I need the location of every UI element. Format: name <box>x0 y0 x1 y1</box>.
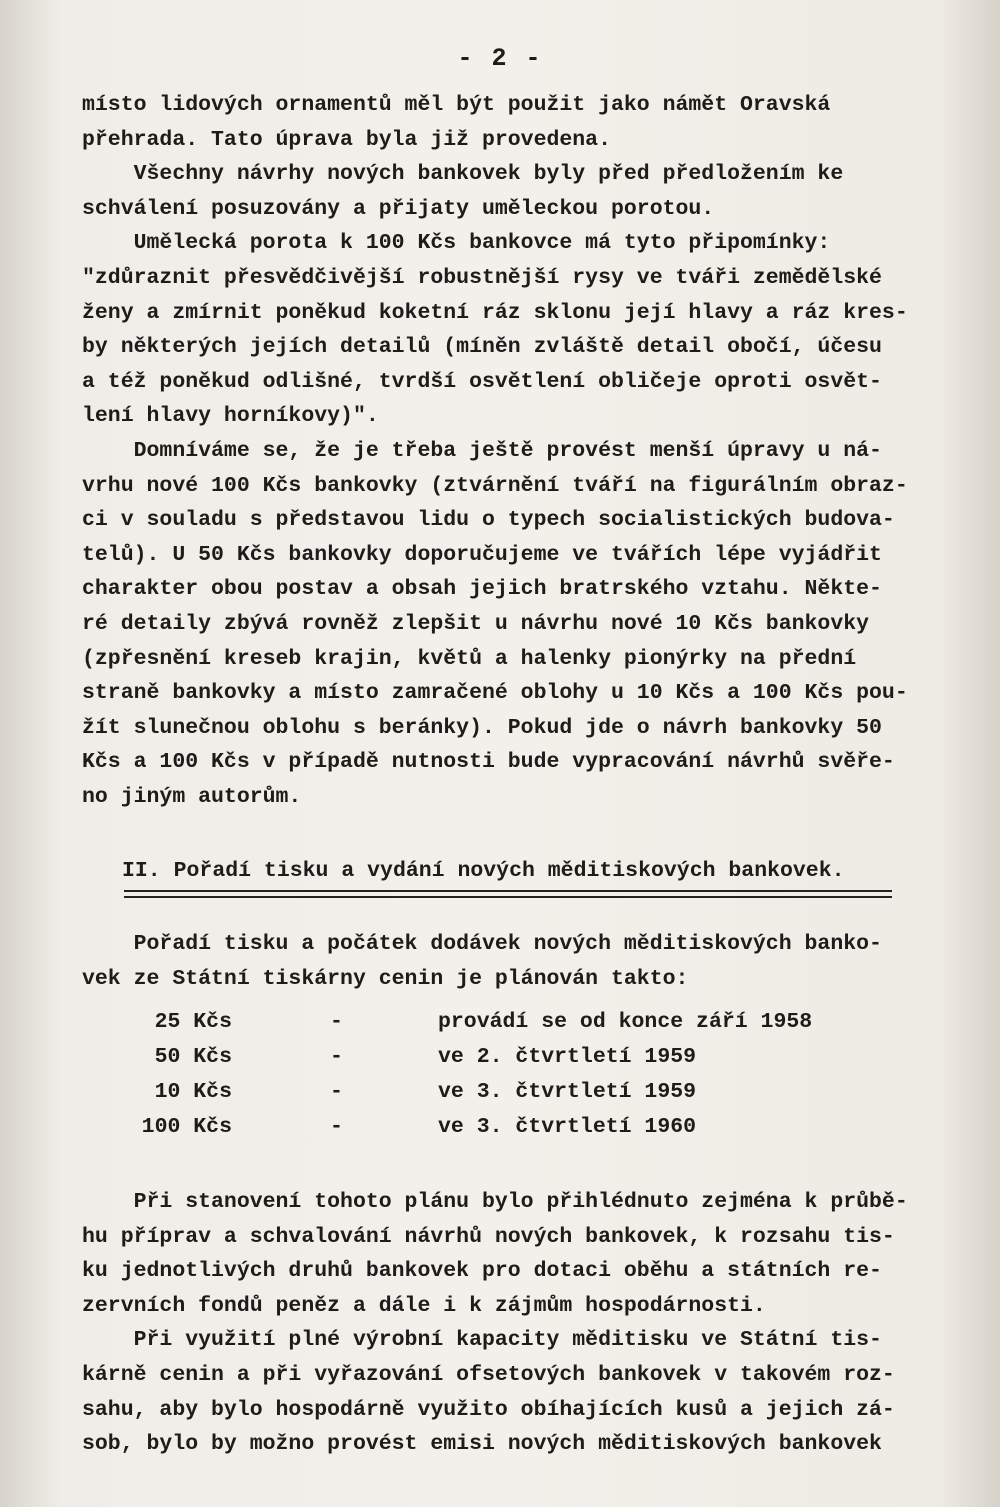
text-line: by některých jejích detailů (míněn zvláště detail obočí, účesu <box>82 335 882 360</box>
schedule-dash: - <box>330 1045 343 1069</box>
section-heading: II. Pořadí tisku a vydání nových měditiskových bankovek. <box>122 859 845 883</box>
text-line: Umělecká porota k 100 Kčs bankovce má tyto připomínky: <box>82 231 831 256</box>
schedule-amount: 25 Kčs <box>154 1010 232 1034</box>
schedule-amount: 10 Kčs <box>154 1080 232 1104</box>
text-line: místo lidových ornamentů měl být použit jako námět Oravská <box>82 93 831 117</box>
schedule-when: ve 2. čtvrtletí 1959 <box>438 1045 697 1069</box>
print-schedule <box>0 1010 1000 1150</box>
text-line: Všechny návrhy nových bankovek byly před předložením ke <box>82 162 844 187</box>
text-line: "zdůraznit přesvědčivější robustnější rysy ve tváři zemědělské <box>82 265 882 290</box>
schedule-row <box>0 1115 1000 1150</box>
schedule-row <box>0 1010 1000 1045</box>
heading-underline <box>124 890 892 892</box>
text-line: straně bankovky a místo zamračené oblohy u 10 Kčs a 100 Kčs pou- <box>82 681 908 706</box>
schedule-amount: 100 Kčs <box>141 1115 232 1139</box>
text-line: telů). U 50 Kčs bankovky doporučujeme ve tvářích lépe vyjádřit <box>82 542 882 567</box>
text-line: lení hlavy horníkovy)". <box>82 404 379 429</box>
intro-text-block <box>82 927 962 996</box>
schedule-row <box>0 1045 1000 1080</box>
text-line: ženy a zmírnit poněkud koketní ráz sklonu její hlavy a ráz kres- <box>82 300 908 325</box>
schedule-when: ve 3. čtvrtletí 1959 <box>438 1080 697 1104</box>
schedule-dash: - <box>330 1010 343 1034</box>
text-line: charakter obou postav a obsah jejich bratrského vztahu. Někte- <box>82 577 882 602</box>
top-text-block <box>82 88 962 814</box>
text-line: přehrada. Tato úprava byla již provedena. <box>82 127 611 152</box>
text-line: hu příprav a schvalování návrhů nových bankovek, k rozsahu tis- <box>82 1224 895 1249</box>
text-line: Pořadí tisku a počátek dodávek nových měditiskových banko- <box>82 932 882 956</box>
text-line: no jiným autorům. <box>82 784 302 809</box>
text-line: Při využití plné výrobní kapacity měditisku ve Státní tis- <box>82 1328 882 1353</box>
text-line: sob, bylo by možno provést emisi nových měditiskových bankovek <box>82 1432 882 1457</box>
text-line: (zpřesnění kreseb krajin, květů a halenky pionýrky na přední <box>82 646 857 671</box>
text-line: Při stanovení tohoto plánu bylo přihlédnuto zejména k průbě- <box>82 1190 908 1214</box>
page-number: - 2 - <box>457 44 543 73</box>
text-line: ku jednotlivých druhů bankovek pro dotaci oběhu a státních re- <box>82 1259 882 1284</box>
text-line: a též poněkud odlišné, tvrdší osvětlení obličeje oproti osvět- <box>82 369 882 394</box>
schedule-dash: - <box>330 1080 343 1104</box>
heading-underline <box>124 896 892 898</box>
schedule-amount: 50 Kčs <box>154 1045 232 1069</box>
text-line: schválení posuzovány a přijaty uměleckou porotou. <box>82 196 715 221</box>
text-line: Domníváme se, že je třeba ještě provést menší úpravy u ná- <box>82 438 882 463</box>
bottom-text-block <box>82 1185 962 1462</box>
schedule-dash: - <box>330 1115 343 1139</box>
schedule-when: ve 3. čtvrtletí 1960 <box>438 1115 697 1139</box>
text-line: žít slunečnou oblohu s beránky). Pokud jde o návrh bankovky 50 <box>82 715 882 740</box>
text-line: vrhu nové 100 Kčs bankovky (ztvárnění tváří na figurálním obraz- <box>82 473 908 498</box>
text-line: Kčs a 100 Kčs v případě nutnosti bude vypracování návrhů svěře- <box>82 750 895 775</box>
text-line: kárně cenin a při vyřazování ofsetových bankovek v takovém roz- <box>82 1362 895 1387</box>
schedule-when: provádí se od konce září 1958 <box>438 1010 813 1034</box>
text-line: sahu, aby bylo hospodárně využito obíhajících kusů a jejich zá- <box>82 1397 895 1422</box>
text-line: ré detaily zbývá rovněž zlepšit u návrhu nové 10 Kčs bankovky <box>82 611 870 636</box>
text-line: ci v souladu s představou lidu o typech socialistických budova- <box>82 508 895 533</box>
schedule-row <box>0 1080 1000 1115</box>
text-line: zervních fondů peněz a dále i k zájmům hospodárnosti. <box>82 1293 766 1318</box>
text-line: vek ze Státní tiskárny cenin je plánován takto: <box>82 966 689 991</box>
